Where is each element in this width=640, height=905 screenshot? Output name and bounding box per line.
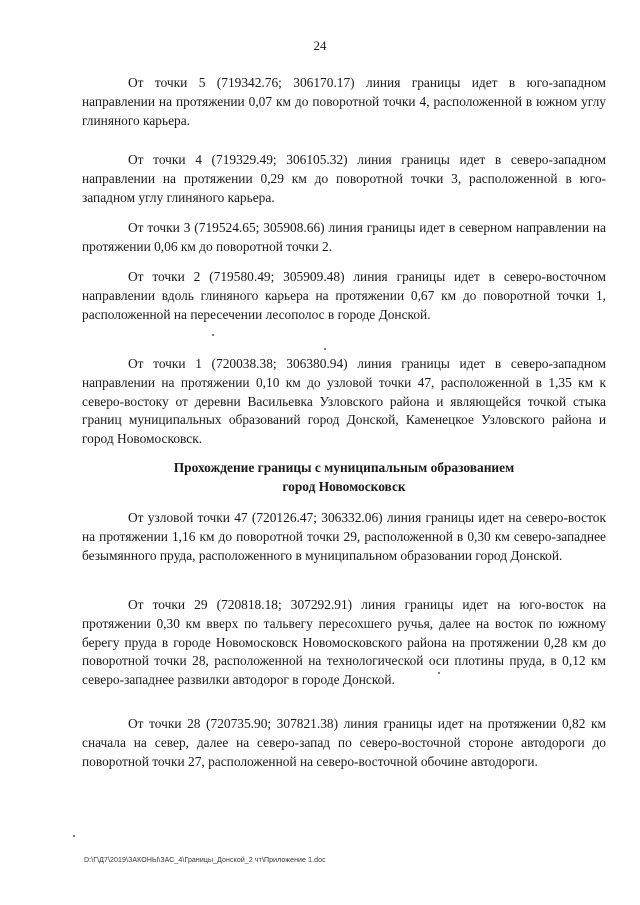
section-heading: [82, 459, 606, 496]
file-path-footer: D:\Г\Д7\2019\ЗАКОНЫ\ЗАС_4\Границы_Донской_2 чт\Приложение 1.doc: [84, 857, 326, 864]
section-heading-line-2: город Новомосковск: [282, 478, 406, 494]
paragraph-point-47: От узловой точки 47 (720126.47; 306332.06) линия границы идет на северо-восток на протяжении 1,16 км до поворотной точки 29, расположенной в 0,30 км северо-западнее безымянного пруда, расположенного в муниципальном образовании город Донской.: [82, 510, 606, 563]
paragraph-point-4: От точки 4 (719329.49; 306105.32) линия границы идет в северо-западном направлении на протяжении 0,29 км до поворотной точки 3, расположенной в юго-западном углу глиняного карьера.: [82, 152, 606, 205]
scan-speck: [324, 348, 326, 350]
paragraph-point-2: От точки 2 (719580.49; 305909.48) линия границы идет в северо-восточном направлении вдоль глиняного карьера на протяжении 0,67 км до поворотной точки 1, расположенной на пересечении лесополос в городе Донской.: [82, 269, 606, 322]
paragraph-point-28: От точки 28 (720735.90; 307821.38) линия границы идет на протяжении 0,82 км сначала на север, далее на северо-запад по северо-восточной стороне автодороги до поворотной точки 27, расположенной на северо-восточной обочине автодороги.: [82, 716, 606, 769]
section-heading-line-1: Прохождение границы с муниципальным образованием: [173, 460, 515, 475]
page-number: 24: [313, 38, 327, 53]
scan-speck: [212, 334, 214, 336]
paragraph-point-5: От точки 5 (719342.76; 306170.17) линия границы идет в юго-западном направлении на протяжении 0,07 км до поворотной точки 4, расположенной в южном углу глиняного карьера.: [82, 75, 606, 128]
paragraph-point-29: От точки 29 (720818.18; 307292.91) линия границы идет на юго-восток на протяжении 0,30 км вверх по тальвегу пересохшего ручья, далее на восток по южному берегу пруда в городе Новомосковск Новомосковского района на протяжении 0,28 км до поворотной точки 28, расположенной на технологической оси плотины пруда, в 0,12 км северо-западнее развилки автодорог в городе Донской.: [82, 597, 606, 688]
scan-speck: [438, 672, 440, 674]
paragraph-point-1: От точки 1 (720038.38; 306380.94) линия границы идет в северо-западном направлении на протяжении 0,10 км до узловой точки 47, расположенной в 1,35 км к северо-востоку от деревни Васильевка Узловского района и являющейся точкой стыка границ муниципальных образований город Донской, Каменецкое Узловского района и город Новомосковск.: [82, 356, 606, 447]
scan-speck: [73, 835, 75, 837]
paragraph-point-3: От точки 3 (719524.65; 305908.66) линия границы идет в северном направлении на протяжении 0,06 км до поворотной точки 2.: [82, 220, 606, 254]
